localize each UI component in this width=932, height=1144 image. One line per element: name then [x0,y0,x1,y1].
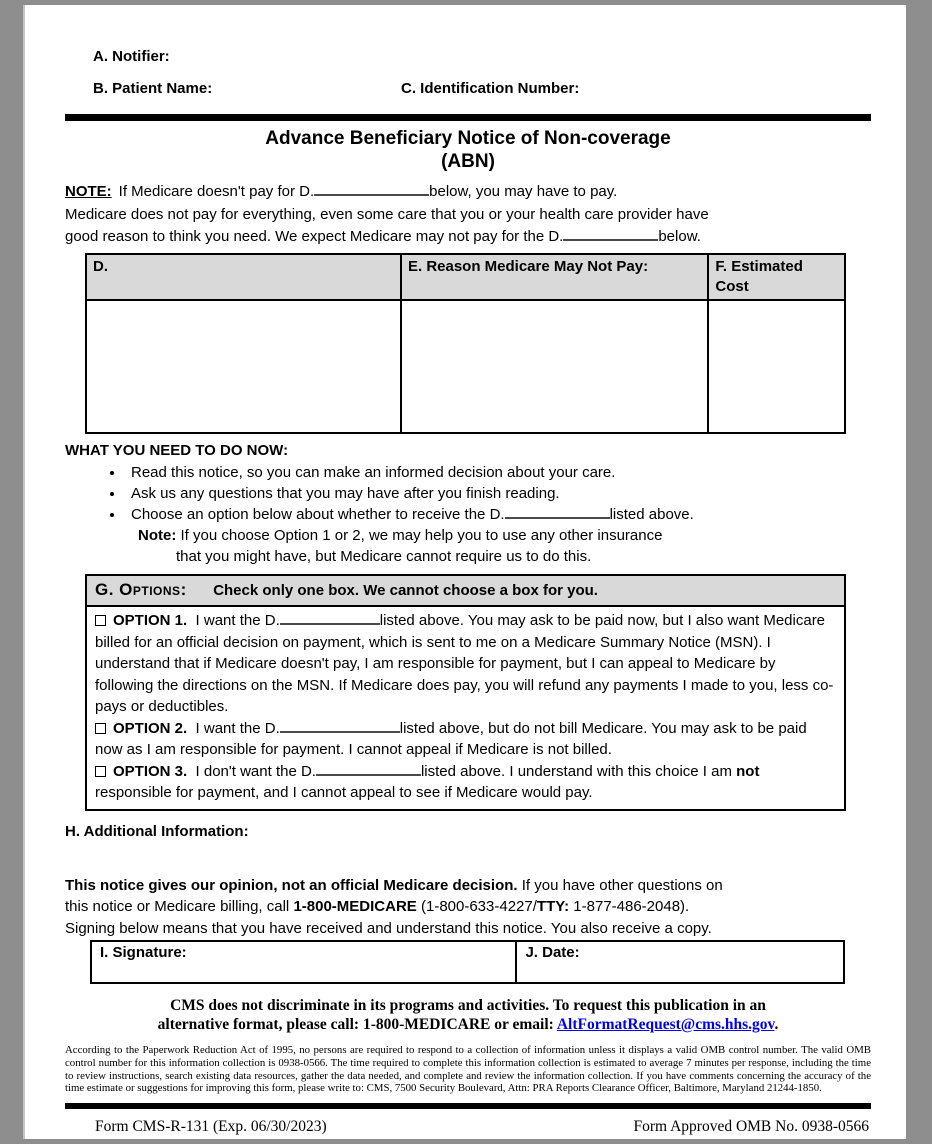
todo-bullet-choose [125,504,871,525]
todo-bullet-read-text: Read this notice, so you can make an informed decision about your care. [131,464,616,481]
option-1-checkbox[interactable] [95,615,106,626]
items-table-row [86,300,845,433]
options-heading-label: G. Options: [95,580,187,599]
option-1-text-pre: I want the D. [195,612,280,629]
cms-statement-period: . [774,1016,779,1033]
identification-number-label: C. Identification Number: [401,80,580,97]
date-cell[interactable] [516,941,844,983]
date-label: J. Date: [525,944,580,961]
decision-bold-opening: This notice gives our opinion, not an official Medicare decision. [65,876,518,894]
intro-line2-before-blank: good reason to think you need. We expect Medicare may not pay for the D. [65,227,564,245]
option-1 [95,610,836,718]
form-title-line1: Advance Beneficiary Notice of Non-coverage [265,128,671,149]
option-3-checkbox[interactable] [95,766,106,777]
option-1-text-post: listed above. You may ask to be paid now, but I also want Medicare billed for an official decision on payment, which is sent to me on a Medicare Summary Notice (MSN). I understand that if Medicare doesn't pay, I am responsible for payment, but I can appeal to Medicare by following the directions on the MSN. If Medicare does pay, you will refund any payments I made to you, less co-pays or deductibles. [95,612,834,715]
intro-line2-after-blank: below. [658,227,701,245]
option-3-bold-not: not [736,762,760,780]
todo-bullet-choose-before-blank: Choose an option below about whether to receive the D. [131,506,505,523]
items-column-header-reason: E. Reason Medicare May Not Pay: [401,254,708,300]
items-cell-cost[interactable] [708,300,845,433]
decision-line2-rest: 1-877-486-2048). [569,898,690,915]
items-table-header-row [86,254,845,300]
omb-approval-number: Form Approved OMB No. 0938-0566 [633,1118,869,1136]
todo-items-blank[interactable] [505,506,610,519]
form-title-line2: (ABN) [441,151,495,172]
decision-medicare-phone: 1-800-MEDICARE [293,898,417,915]
note-text-after-blank: below, you may have to pay. [429,183,618,200]
option-2-items-blank[interactable] [280,720,400,733]
signature-cell[interactable] [91,941,516,983]
options-heading-instruction: Check only one box. We cannot choose a box for you. [213,582,598,599]
option-1-label: OPTION 1. [113,612,188,629]
todo-bullet-ask [125,483,871,504]
note-text-before-blank: If Medicare doesn't pay for D. [118,183,315,200]
decision-paragraph [65,875,871,940]
note-paragraph [65,181,871,202]
options-section [85,574,846,811]
patient-name-label: B. Patient Name: [93,80,213,97]
option-2-text-pre: I want the D. [195,719,280,737]
items-column-header-cost: F. Estimated Cost [708,254,845,300]
option-2 [95,718,836,761]
todo-bullet-read [125,462,871,483]
option-3-text-pre: I don't want the D. [195,762,316,780]
note-items-blank[interactable] [314,183,429,196]
items-cell-reason[interactable] [401,300,708,433]
todo-note-label: Note: [138,527,177,544]
todo-bullet-ask-text: Ask us any questions that you may have after you finish reading. [131,485,560,502]
options-body [87,607,844,809]
decision-tty-label: TTY: [536,898,570,915]
abn-form-page [25,5,906,1139]
option-1-items-blank[interactable] [280,612,380,625]
intro-paragraph [65,204,871,247]
notifier-label: A. Notifier: [93,48,170,65]
paperwork-reduction-act-statement: According to the Paperwork Reduction Act of 1995, no persons are required to respond to a collection of information unless it displays a valid OMB control number. The valid OMB control number for this information collection is 0938-0566. The time required to complete this information collection is estimated to average 7 minutes per response, including the time to review instructions, search existing data resources, gather the data needed, and complete and review the information collection. If you have comments concerning the accuracy of the time estimate or suggestions for improving this form, please write to: CMS, 7500 Security Boulevard, Attn: PRA Reports Clearance Officer, Baltimore, Maryland 21244-1850. [65,1044,871,1095]
intro-line1: Medicare does not pay for everything, even some care that you or your health care provider have [65,206,709,223]
option-3-label: OPTION 3. [113,762,188,780]
option-3 [95,761,836,804]
signature-table [90,940,845,984]
option-2-label: OPTION 2. [113,719,188,737]
option-3-items-blank[interactable] [316,763,421,776]
option-3-text-post2: responsible for payment, and I cannot appeal to see if Medicare would pay. [95,784,593,801]
todo-note-line2: that you might have, but Medicare cannot require us to do this. [176,548,592,565]
todo-note-line1: If you choose Option 1 or 2, we may help you to use any other insurance [180,527,663,544]
option-3-text-post: listed above. I understand with this choice I am [420,762,737,780]
option-2-checkbox[interactable] [95,723,106,734]
alt-format-email-link[interactable]: AltFormatRequest@cms.hhs.gov [556,1016,775,1033]
cms-nondiscrimination-statement [65,996,871,1034]
items-cell-d[interactable] [86,300,401,433]
items-table [85,253,846,434]
option-2-text-post: listed above, but do not bill Medicare. You may ask to be paid now as I am responsible for payment. I cannot appeal if Medicare is not billed. [95,719,807,758]
cms-statement-line1: CMS does not discriminate in its programs and activities. To request this publication in an [170,997,766,1014]
todo-heading: WHAT YOU NEED TO DO NOW: [65,442,289,459]
decision-line2-pre: this notice or Medicare billing, call [65,898,294,915]
decision-line1-rest: If you have other questions on [517,876,723,894]
note-label: NOTE: [65,183,112,200]
items-column-header-d: D. [86,254,401,300]
top-divider-rule [65,114,871,121]
signature-label: I. Signature: [100,944,187,961]
options-header [87,576,844,607]
bottom-divider-rule [65,1103,871,1109]
todo-bullet-choose-after-blank: listed above. [609,506,694,523]
form-title [65,127,871,173]
todo-note [138,525,871,567]
signature-table-row [91,941,844,983]
decision-line2-mid: (1-800-633-4227/ [416,898,537,915]
additional-information-label: H. Additional Information: [65,822,249,840]
intro-items-blank[interactable] [563,228,658,241]
form-number: Form CMS-R-131 (Exp. 06/30/2023) [95,1118,327,1136]
decision-line3: Signing below means that you have received and understand this notice. You also receive a copy. [65,919,712,937]
form-footer [65,1118,871,1136]
todo-list [125,462,871,525]
cms-statement-line2: alternative format, please call: 1-800-MEDICARE or email: [157,1016,557,1033]
